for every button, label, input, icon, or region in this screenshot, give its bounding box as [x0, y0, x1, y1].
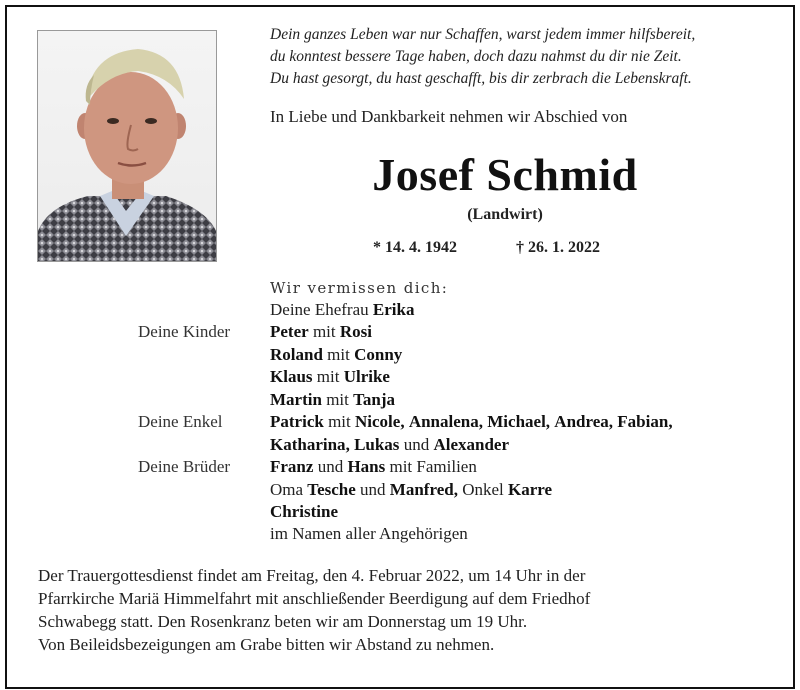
grandchildren-line — [270, 412, 673, 432]
relation-word: Onkel — [462, 480, 504, 499]
mourners-heading: Wir vermissen dich: — [270, 279, 449, 297]
grandchild-name: Patrick — [270, 412, 324, 431]
notice-line: Von Beileidsbezeigungen am Grabe bitten wir Abstand zu nehmen. — [38, 635, 495, 654]
partner-name: Ulrike — [343, 367, 390, 386]
grandchild-name: Andrea, — [554, 412, 614, 431]
child-name: Peter — [270, 322, 309, 341]
notice-line: Der Trauergottesdienst findet am Freitag, den 4. Februar 2022, um 14 Uhr in der — [38, 566, 586, 585]
closing-line: im Namen aller Angehörigen — [270, 524, 468, 543]
connector-word: und — [403, 435, 430, 454]
grandchild-name: Michael, — [487, 412, 551, 431]
poem-line: Dein ganzes Leben war nur Schaffen, warst jedem immer hilfsbereit, — [270, 26, 696, 43]
partner-name: Tanja — [353, 390, 396, 409]
notice-line: Schwabegg statt. Den Rosenkranz beten wir am Donnerstag um 19 Uhr. — [38, 612, 528, 631]
birth-date: * 14. 4. 1942 — [373, 239, 457, 256]
child-line — [270, 367, 390, 387]
grandchild-name: Nicole, — [355, 412, 405, 431]
brothers-line — [270, 457, 477, 477]
connector-word: mit — [312, 322, 336, 341]
connector-word: mit — [327, 345, 350, 364]
memorial-poem — [270, 24, 780, 90]
intro-text: In Liebe und Dankbarkeit nehmen wir Abschied von — [270, 107, 628, 126]
connector-word: und — [360, 480, 386, 499]
portrait-photo — [37, 30, 217, 262]
portrait-illustration — [38, 31, 216, 261]
partner-name: Rosi — [339, 322, 372, 341]
grandchild-name: Katharina, — [270, 435, 350, 454]
child-name: Roland — [270, 345, 323, 364]
child-name: Martin — [270, 390, 322, 409]
grandchild-name: Lukas — [354, 435, 400, 454]
service-notice — [38, 564, 778, 656]
relative-name: Tesche — [307, 480, 356, 499]
relative-name: Christine — [270, 502, 338, 521]
grandchildren-label: Deine Enkel — [138, 412, 223, 431]
deceased-occupation: (Landwirt) — [467, 206, 543, 223]
grandchild-name: Alexander — [433, 435, 509, 454]
relation-word: Oma — [270, 480, 304, 499]
child-line — [270, 322, 372, 342]
relative-name: Karre — [508, 480, 553, 499]
wife-prefix: Deine Ehefrau — [270, 300, 369, 319]
children-label: Deine Kinder — [138, 322, 231, 341]
connector-word: und — [317, 457, 344, 476]
relatives-line — [270, 480, 552, 500]
connector-word: mit — [316, 367, 340, 386]
connector-word: mit — [326, 390, 349, 409]
relative-name: Manfred, — [389, 480, 458, 499]
wife-line — [270, 300, 414, 320]
grandchild-name: Annalena, — [408, 412, 483, 431]
brothers-label: Deine Brüder — [138, 457, 231, 476]
grandchild-name: Fabian, — [617, 412, 673, 431]
brothers-suffix: mit Familien — [389, 457, 477, 476]
child-line — [270, 390, 395, 410]
death-date: † 26. 1. 2022 — [516, 239, 600, 256]
partner-name: Conny — [354, 345, 403, 364]
connector-word: mit — [328, 412, 351, 431]
notice-line: Pfarrkirche Mariä Himmelfahrt mit anschließender Beerdigung auf dem Friedhof — [38, 589, 591, 608]
wife-name: Erika — [372, 300, 415, 319]
child-name: Klaus — [270, 367, 313, 386]
child-line — [270, 345, 402, 365]
brother-name: Franz — [270, 457, 314, 476]
brother-name: Hans — [347, 457, 386, 476]
grandchildren-line — [270, 435, 509, 455]
poem-line: du konntest bessere Tage haben, doch dazu nahmst du dir nie Zeit. — [270, 48, 682, 65]
deceased-name: Josef Schmid — [372, 149, 638, 200]
poem-line: Du hast gesorgt, du hast geschafft, bis dir zerbrach die Lebenskraft. — [270, 70, 692, 87]
